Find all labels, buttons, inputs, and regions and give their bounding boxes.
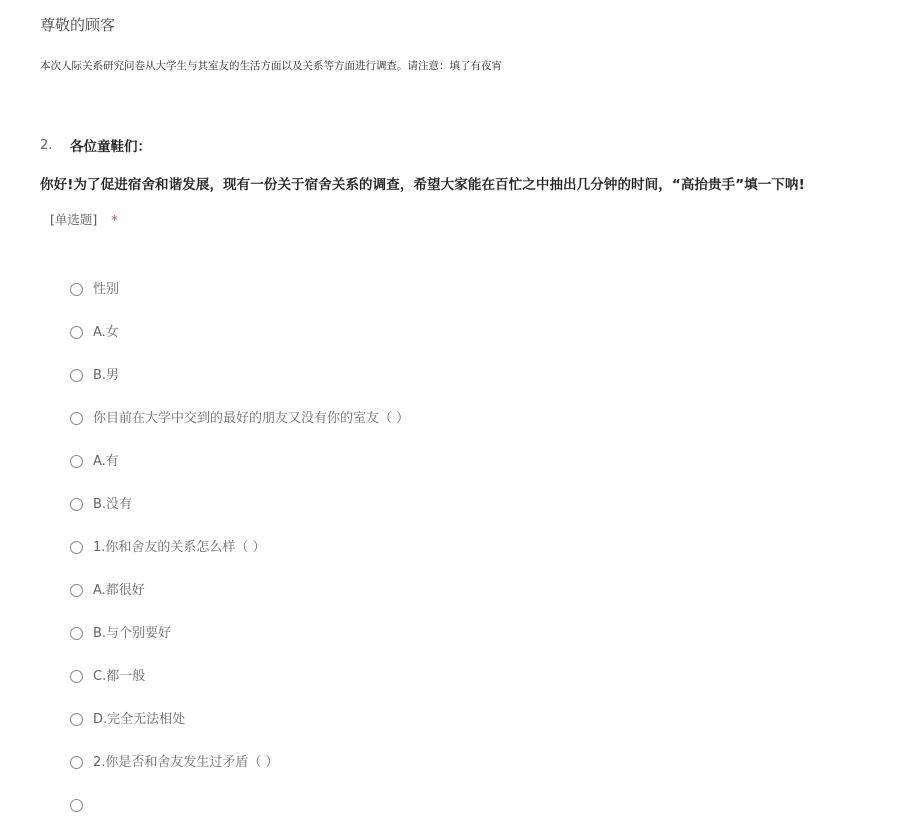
radio-option[interactable]	[70, 451, 870, 494]
radio-option-label: A.都很好	[93, 583, 145, 598]
radio-button[interactable]	[70, 326, 83, 339]
radio-option[interactable]	[70, 365, 870, 408]
radio-option-label: 你目前在大学中交到的最好的朋友又没有你的室友（ ）	[93, 411, 410, 426]
radio-button[interactable]	[70, 541, 83, 554]
radio-option[interactable]	[70, 494, 870, 537]
radio-button[interactable]	[70, 713, 83, 726]
radio-button[interactable]	[70, 756, 83, 769]
question-number: 2.	[40, 138, 53, 153]
radio-button[interactable]	[70, 283, 83, 296]
question-title: 各位童鞋们：	[70, 139, 151, 155]
radio-option-label: 2.你是否和舍友发生过矛盾（ ）	[93, 755, 279, 770]
radio-option[interactable]	[70, 709, 870, 752]
radio-option-label: 1.你和舍友的关系怎么样（ ）	[93, 540, 266, 555]
radio-button[interactable]	[70, 584, 83, 597]
radio-option-label: B.没有	[93, 497, 133, 512]
radio-option[interactable]	[70, 279, 870, 322]
radio-button[interactable]	[70, 627, 83, 640]
radio-option-label: A.女	[93, 325, 119, 340]
radio-button[interactable]	[70, 670, 83, 683]
radio-option[interactable]	[70, 322, 870, 365]
question-type	[50, 211, 118, 229]
radio-option[interactable]	[70, 752, 870, 795]
required-mark: *	[111, 212, 118, 227]
radio-option-label: B.男	[93, 368, 120, 383]
radio-button[interactable]	[70, 369, 83, 382]
radio-option[interactable]	[70, 537, 870, 580]
radio-option-label: A.有	[93, 454, 119, 469]
radio-button[interactable]	[70, 412, 83, 425]
radio-option-label: D.完全无法相处	[93, 712, 186, 727]
radio-button[interactable]	[70, 498, 83, 511]
radio-option-label: C.都一般	[93, 669, 146, 684]
radio-option[interactable]	[70, 666, 870, 709]
radio-option[interactable]	[70, 795, 870, 838]
radio-button[interactable]	[70, 799, 83, 812]
radio-option[interactable]	[70, 580, 870, 623]
radio-option[interactable]	[70, 408, 870, 451]
radio-option-label: B.与个别要好	[93, 626, 172, 641]
question-body: 你好!为了促进宿舍和谐发展，现有一份关于宿舍关系的调查，希望大家能在百忙之中抽出几分钟的时间，“高抬贵手”填一下呐!	[40, 177, 805, 193]
radio-option[interactable]	[70, 623, 870, 666]
radio-option-label: 性别	[93, 282, 120, 297]
options-list	[70, 279, 870, 838]
radio-button[interactable]	[70, 455, 83, 468]
survey-intro: 本次人际关系研究问卷从大学生与其室友的生活方面以及关系等方面进行调查。请注意：填了有夜宵	[40, 60, 502, 72]
question-type-label: [单选题]	[50, 212, 98, 227]
greeting: 尊敬的顾客	[40, 16, 116, 34]
